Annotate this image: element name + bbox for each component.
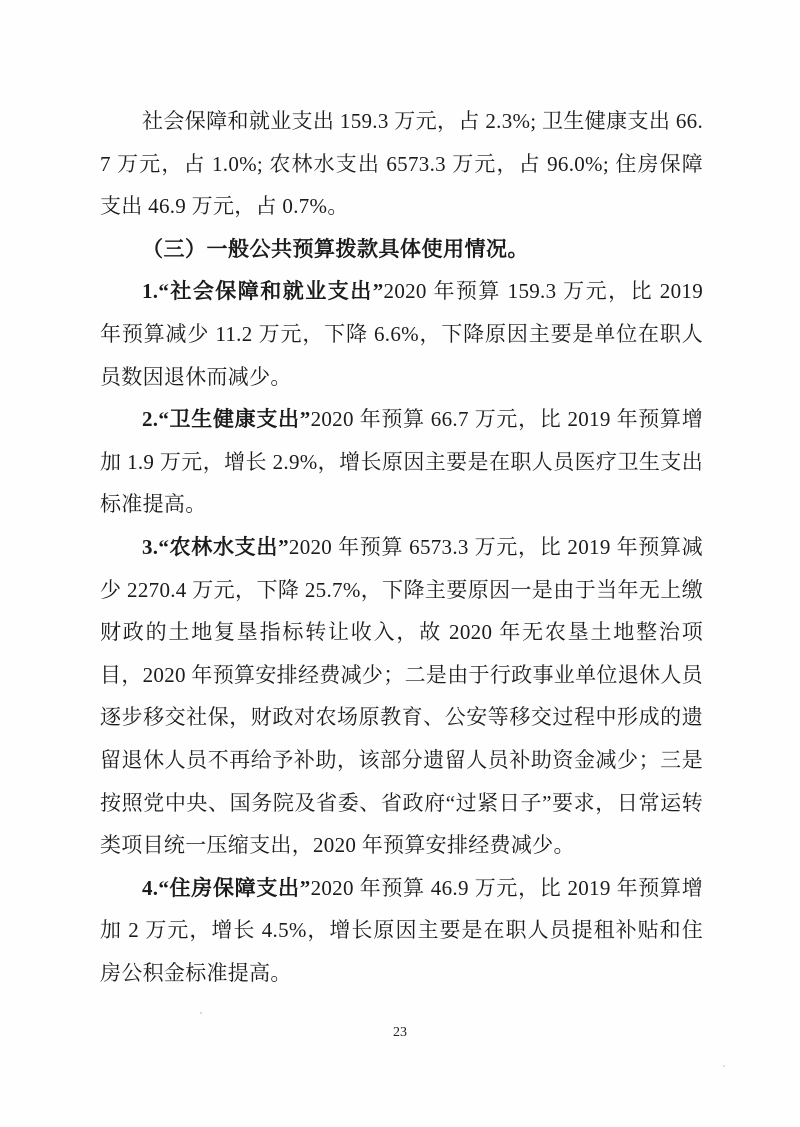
- paragraph-health-text: 2020 年预算 66.7 万元，比 2019 年预算增加 1.9 万元，增长 2.9%，增长原因主要是在职人员医疗卫生支出标准提高。: [100, 407, 704, 517]
- paragraph-social-security-text: 2020 年预算 159.3 万元，比 2019 年预算减少 11.2 万元，下降 6.6%，下降原因主要是单位在职人员数因退休而减少。: [100, 279, 704, 389]
- section-heading-bold: （三）一般公共预算拨款具体使用情况。: [142, 236, 529, 261]
- paragraph-health-bold: 2.“卫生健康支出”: [142, 407, 311, 432]
- paragraph-social-security: [100, 270, 703, 398]
- paragraph-summary-expenditures: [100, 100, 703, 228]
- paragraph-housing: [100, 867, 703, 995]
- paragraph-housing-text: 2020 年预算 46.9 万元，比 2019 年预算增加 2 万元，增长 4.5%，增长原因主要是在职人员提租补贴和住房公积金标准提高。: [100, 875, 704, 985]
- paragraph-agriculture-water-text: 2020 年预算 6573.3 万元，比 2019 年预算减少 2270.4 万元，下降 25.7%，下降主要原因一是由于当年无上缴财政的土地复垦指标转让收入，故 2020 年无农垦土地整治项目，2020 年预算安排经费减少；二是由于行政事业单位退休人员逐步移交社保，财政对农场原教育、公安等移交过程中形成的遗留退休人员不再给予补助，该部分遗留人员补助资金减少；三是按照党中央、国务院及省委、省政府“过紧日子”要求，日常运转类项目统一压缩支出，2020 年预算安排经费减少。: [100, 534, 704, 858]
- scan-noise-speck: [723, 1065, 725, 1067]
- paragraph-agriculture-water-bold: 3.“农林水支出”: [142, 534, 289, 559]
- scan-noise-speck: [200, 1012, 202, 1014]
- document-body: [100, 100, 703, 994]
- paragraph-summary-text: 社会保障和就业支出 159.3 万元，占 2.3%; 卫生健康支出 66.7 万元，占 1.0%; 农林水支出 6573.3 万元，占 96.0%; 住房保障支出 46.9 万元，占 0.7%。: [100, 109, 703, 219]
- paragraph-agriculture-water: [100, 526, 703, 867]
- paragraph-housing-bold: 4.“住房保障支出”: [142, 875, 311, 900]
- paragraph-health: [100, 398, 703, 526]
- page-number: 23: [393, 1025, 407, 1040]
- section-heading: [100, 228, 703, 271]
- paragraph-social-security-bold: 1.“社会保障和就业支出”: [142, 279, 384, 304]
